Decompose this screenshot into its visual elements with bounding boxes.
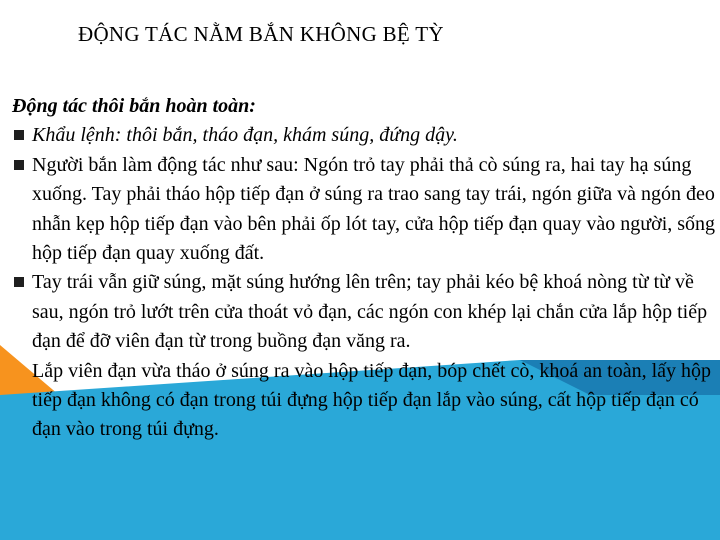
bullet-text: Khẩu lệnh: thôi bắn, tháo đạn, khám súng, đứng dậy. xyxy=(32,124,458,147)
bullet-bolt-action xyxy=(12,268,716,356)
paragraph-text: Lắp viên đạn vừa tháo ở súng ra vào hộp tiếp đạn, bóp chết cò, khoá an toàn, lấy hộp tiếp đạn không có đạn trong túi đựng hộp tiếp đạn lắp vào súng, cất hộp tiếp đạn có đạn vào trong túi đựng. xyxy=(32,359,712,441)
bullet-text: Tay trái vẫn giữ súng, mặt súng hướng lên trên; tay phải kéo bệ khoá nòng từ từ về sau, ngón trỏ lướt trên cửa thoát vỏ đạn, các ngón con khép lại chắn cửa lắp hộp tiếp đạn để đỡ viên đạn từ trong buồng đạn văng ra. xyxy=(32,271,708,353)
bullet-procedure xyxy=(12,151,716,269)
slide-title: ĐỘNG TÁC NẰM BẮN KHÔNG BỆ TỲ xyxy=(78,22,444,46)
section-heading: Động tác thôi bắn hoàn toàn: xyxy=(12,95,256,117)
bullet-text: Người bắn làm động tác như sau: Ngón trỏ tay phải thả cò súng ra, hai tay hạ súng xuống. Tay phải tháo hộp tiếp đạn ở súng ra trao sang tay trái, ngón giữa và ngón đeo nhẫn kẹp hộp tiếp đạn vào bên phải ốp lót tay, cửa hộp tiếp đạn quay vào người, sống hộp tiếp đạn quay xuống đất. xyxy=(32,153,716,265)
bullet-command xyxy=(12,121,716,150)
square-bullet-icon xyxy=(14,130,24,140)
square-bullet-icon xyxy=(14,160,24,170)
slide-content xyxy=(12,92,716,445)
square-bullet-icon xyxy=(14,277,24,287)
paragraph-reload xyxy=(12,357,716,445)
